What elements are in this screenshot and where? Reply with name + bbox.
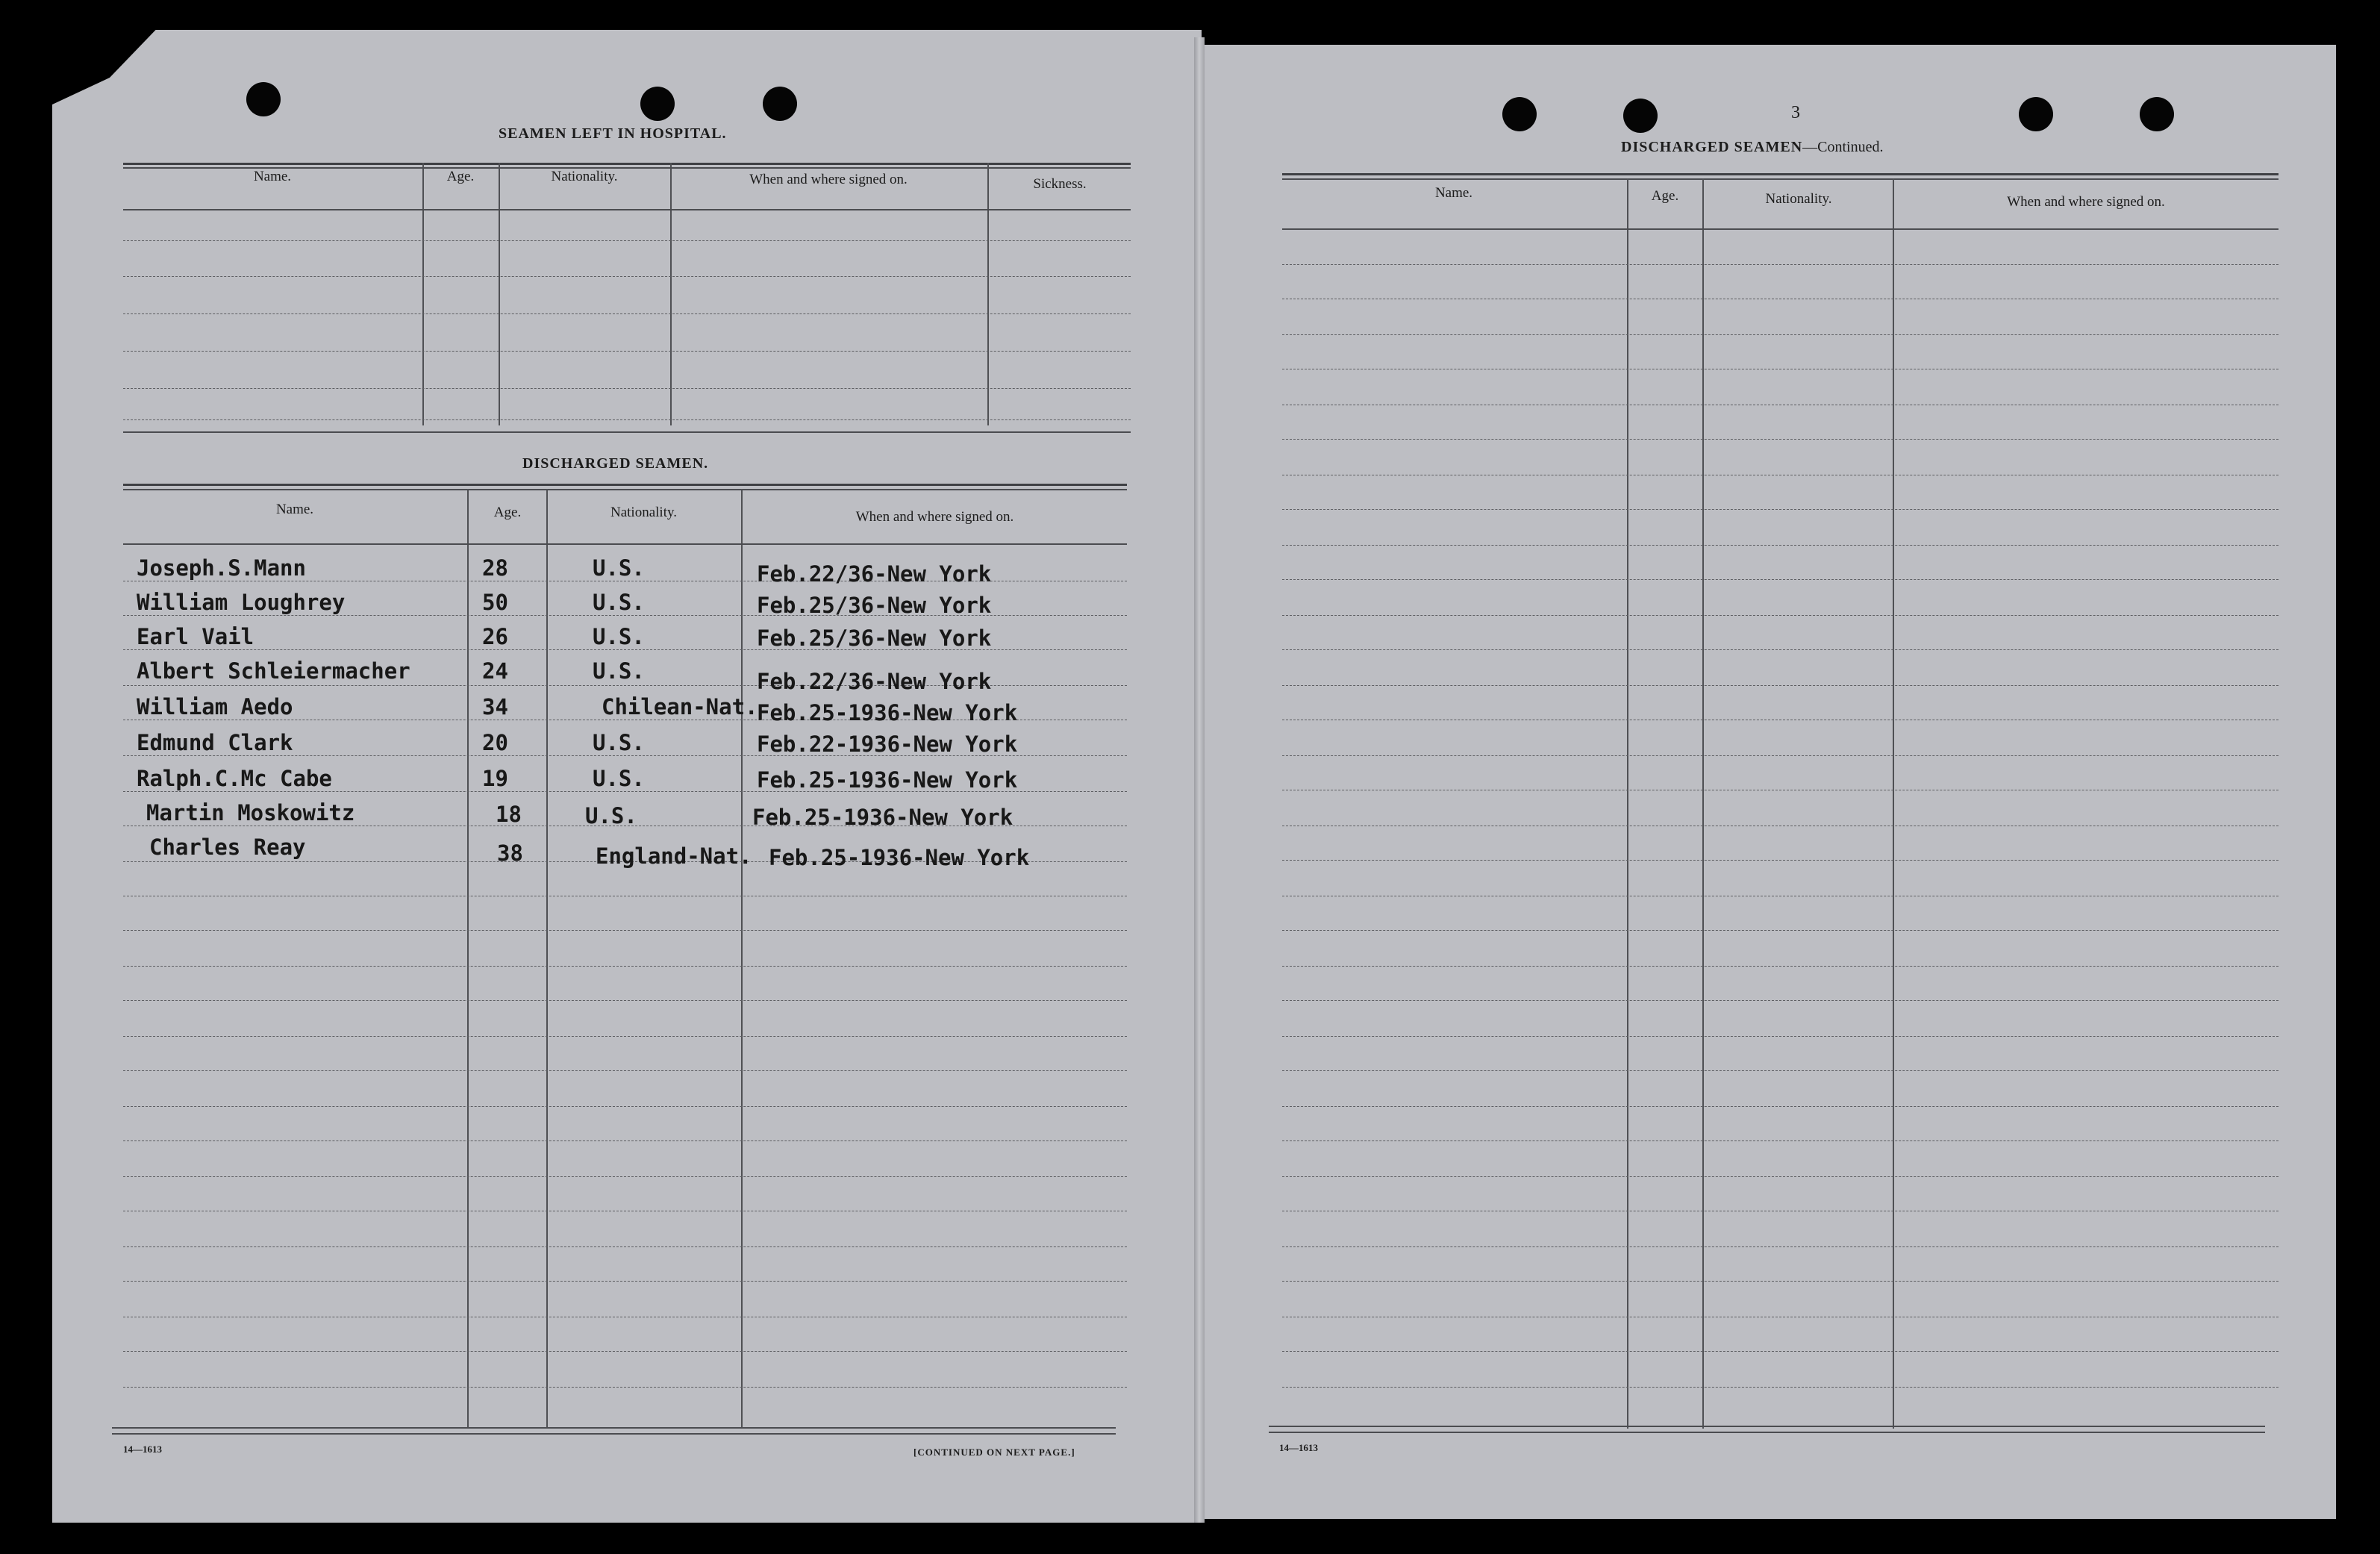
right-page (1202, 45, 2336, 1519)
ruled-line (123, 419, 1131, 420)
right-col-name: Name. (1434, 185, 1473, 201)
seaman-age: 50 (482, 590, 508, 615)
hospital-col-signed-on: When and where signed on. (749, 172, 908, 187)
seaman-name: Edmund Clark (137, 730, 293, 755)
ruled-line (1282, 1036, 2279, 1037)
ruled-line (1282, 509, 2279, 510)
seaman-nationality: U.S. (593, 590, 645, 615)
hospital-col-divider (987, 163, 989, 425)
punch-hole (1502, 97, 1537, 131)
discharged-bottom-rule (112, 1433, 1116, 1435)
seaman-signed-on: Feb.22/36-New York (757, 561, 992, 587)
discharged-section-title: DISCHARGED SEAMEN. (522, 455, 709, 472)
ruled-line (1282, 755, 2279, 756)
ruled-line (1282, 1246, 2279, 1247)
hospital-section-title: SEAMEN LEFT IN HOSPITAL. (499, 125, 727, 142)
seaman-signed-on: Feb.25-1936-New York (752, 805, 1013, 830)
hospital-col-divider (499, 163, 500, 425)
ruled-line (123, 1070, 1127, 1071)
right-top-rule (1282, 178, 2279, 180)
continued-title-text: DISCHARGED SEAMEN (1621, 139, 1803, 155)
punch-hole (763, 87, 797, 121)
ruled-line (123, 1140, 1127, 1141)
ruled-line (123, 388, 1131, 389)
right-col-age: Age. (1651, 188, 1679, 204)
seaman-name: Martin Moskowitz (146, 800, 355, 826)
form-number: 14—1613 (1279, 1442, 1318, 1453)
page-fold (1194, 37, 1205, 1523)
hospital-col-divider (422, 163, 424, 425)
seaman-signed-on: Feb.25/36-New York (757, 625, 992, 651)
continued-section-title (1621, 139, 1884, 156)
ruled-line (1282, 649, 2279, 650)
hospital-bottom-rule (123, 431, 1131, 433)
seaman-nationality: U.S. (593, 624, 645, 649)
ruled-line (1282, 1070, 2279, 1071)
ruled-line (123, 351, 1131, 352)
hospital-col-age: Age. (446, 169, 475, 184)
seaman-nationality: U.S. (593, 730, 645, 755)
seaman-age: 24 (482, 658, 508, 684)
page-number: 3 (1791, 103, 1800, 122)
ruled-line (1282, 860, 2279, 861)
ruled-line (1282, 334, 2279, 335)
discharged-bottom-rule (112, 1427, 1116, 1429)
punch-hole (2019, 97, 2053, 131)
ruled-line (123, 966, 1127, 967)
right-col-divider (1627, 178, 1628, 1429)
seaman-age: 28 (482, 555, 508, 581)
seaman-age: 38 (497, 840, 523, 866)
discharged-col-nationality: Nationality. (610, 505, 677, 520)
right-col-divider (1893, 178, 1894, 1429)
seaman-age: 18 (496, 802, 522, 827)
hospital-col-name: Name. (253, 169, 292, 184)
ruled-line (123, 930, 1127, 931)
ruled-line (1282, 685, 2279, 686)
seaman-signed-on: Feb.25-1936-New York (757, 700, 1018, 725)
hospital-col-sickness: Sickness. (1033, 176, 1087, 192)
ruled-line (123, 313, 1131, 314)
seaman-nationality: U.S. (593, 658, 645, 684)
ruled-line (1282, 579, 2279, 580)
seaman-age: 19 (482, 766, 508, 791)
seaman-nationality: England-Nat. (596, 843, 752, 869)
seaman-name: Joseph.S.Mann (137, 555, 306, 581)
discharged-col-signed-on: When and where signed on. (855, 509, 1014, 525)
ruled-line (123, 1246, 1127, 1247)
ruled-line (1282, 264, 2279, 265)
seaman-age: 26 (482, 624, 508, 649)
seaman-signed-on: Feb.25/36-New York (757, 593, 992, 618)
right-col-nationality: Nationality. (1765, 191, 1832, 207)
ruled-line (123, 1106, 1127, 1107)
discharged-top-rule (123, 489, 1127, 490)
hospital-col-nationality: Nationality. (551, 169, 618, 184)
hospital-col-divider (670, 163, 672, 425)
ruled-line (1282, 1351, 2279, 1352)
ruled-line (1282, 966, 2279, 967)
seaman-signed-on: Feb.25-1936-New York (769, 845, 1030, 870)
ruled-line (123, 1036, 1127, 1037)
ruled-line (1282, 439, 2279, 440)
seaman-nationality: U.S. (585, 803, 637, 829)
ruled-line (123, 1176, 1127, 1177)
seaman-name: Charles Reay (149, 834, 306, 860)
ruled-line (123, 1000, 1127, 1001)
right-bottom-rule (1269, 1426, 2265, 1427)
ruled-line (1282, 930, 2279, 931)
ruled-line (123, 1387, 1127, 1388)
ruled-line (1282, 615, 2279, 616)
hospital-top-rule (123, 163, 1131, 165)
ruled-line (1282, 228, 2279, 230)
seaman-signed-on: Feb.22-1936-New York (757, 731, 1018, 757)
seaman-signed-on: Feb.22/36-New York (757, 669, 992, 694)
right-col-divider (1702, 178, 1704, 1429)
discharged-col-divider (741, 489, 743, 1428)
seaman-name: Albert Schleiermacher (137, 658, 410, 684)
seaman-nationality: Chilean-Nat. (602, 694, 758, 720)
seaman-name: William Aedo (137, 694, 293, 720)
ruled-line (123, 209, 1131, 210)
seaman-signed-on: Feb.25-1936-New York (757, 767, 1018, 793)
seaman-age: 34 (482, 694, 508, 720)
seaman-name: William Loughrey (137, 590, 346, 615)
ruled-line (123, 543, 1127, 545)
punch-hole (640, 87, 675, 121)
ruled-line (123, 1351, 1127, 1352)
punch-hole (2140, 97, 2174, 131)
ruled-line (1282, 1000, 2279, 1001)
ruled-line (1282, 1140, 2279, 1141)
continued-title-suffix: —Continued. (1802, 139, 1884, 155)
ruled-line (1282, 1176, 2279, 1177)
right-top-rule (1282, 173, 2279, 175)
seaman-age: 20 (482, 730, 508, 755)
ruled-line (1282, 1281, 2279, 1282)
discharged-col-age: Age. (493, 505, 522, 520)
continued-note: [CONTINUED ON NEXT PAGE.] (913, 1447, 1075, 1458)
ruled-line (1282, 1106, 2279, 1107)
discharged-top-rule (123, 484, 1127, 486)
discharged-col-divider (546, 489, 548, 1428)
ruled-line (1282, 1387, 2279, 1388)
punch-hole (1623, 99, 1658, 133)
seaman-nationality: U.S. (593, 766, 645, 791)
punch-hole (246, 82, 281, 116)
discharged-col-divider (467, 489, 469, 1428)
ruled-line (123, 1281, 1127, 1282)
seaman-nationality: U.S. (593, 555, 645, 581)
right-bottom-rule (1269, 1432, 2265, 1433)
right-col-signed-on: When and where signed on. (2007, 194, 2165, 210)
ruled-line (1282, 545, 2279, 546)
form-number: 14—1613 (123, 1444, 162, 1455)
seaman-name: Ralph.C.Mc Cabe (137, 766, 332, 791)
discharged-col-name: Name. (275, 502, 314, 517)
seaman-name: Earl Vail (137, 624, 254, 649)
ruled-line (123, 240, 1131, 241)
ruled-line (123, 276, 1131, 277)
